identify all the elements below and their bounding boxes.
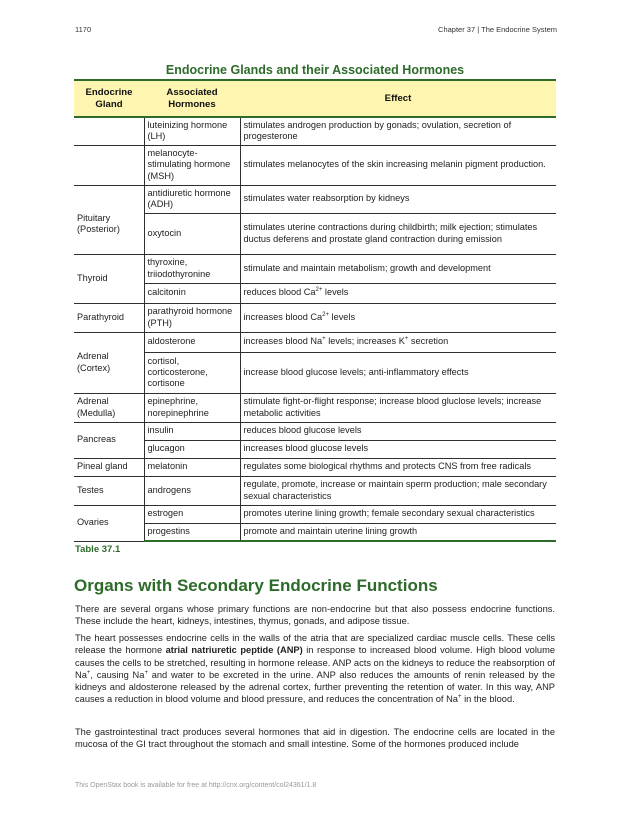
gland-cell: Ovaries — [74, 505, 144, 541]
hormone-cell: glucagon — [144, 440, 240, 458]
table-row — [74, 505, 556, 523]
table-row — [74, 254, 556, 283]
gland-cell: Parathyroid — [74, 303, 144, 332]
table-row — [74, 303, 556, 332]
bold-term: atrial natriuretic peptide (ANP) — [165, 645, 303, 656]
effect-cell: stimulates melanocytes of the skin increasing melanin pigment production. — [240, 145, 556, 185]
effect-cell: stimulates androgen production by gonads; ovulation, secretion of progesterone — [240, 117, 556, 145]
effect-cell: increases blood $Ca^{2+}$ levels — [240, 303, 556, 332]
table-caption: Table 37.1 — [75, 544, 121, 555]
table-row — [74, 422, 556, 440]
hormone-cell: estrogen — [144, 505, 240, 523]
effect-cell: regulates some biological rhythms and protects CNS from free radicals — [240, 458, 556, 476]
table-row — [74, 332, 556, 352]
effect-cell: increases blood glucose levels — [240, 440, 556, 458]
table-row — [74, 523, 556, 541]
gland-cell: Thyroid — [74, 254, 144, 303]
header-hormones: Associated Hormones — [144, 80, 240, 117]
gland-cell: Testes — [74, 476, 144, 505]
hormone-cell: antidiuretic hormone (ADH) — [144, 185, 240, 213]
table-row — [74, 458, 556, 476]
effect-cell: stimulates water reabsorption by kidneys — [240, 185, 556, 213]
hormone-cell: calcitonin — [144, 283, 240, 303]
table-row — [74, 393, 556, 422]
table-row — [74, 213, 556, 254]
gland-cell — [74, 145, 144, 185]
section-title: Organs with Secondary Endocrine Functions — [74, 576, 438, 595]
hormone-cell: oxytocin — [144, 213, 240, 254]
hormone-cell: thyroxine, triiodothyronine — [144, 254, 240, 283]
hormone-cell: aldosterone — [144, 332, 240, 352]
table-row — [74, 185, 556, 213]
paragraph: The gastrointestinal tract produces several hormones that aid in digestion. The endocrine cells are located in the mucosa of the GI tract throughout the stomach and small intestine. Some of the hormones produced include — [75, 727, 555, 750]
hormone-cell: luteinizing hormone (LH) — [144, 117, 240, 145]
paragraph: There are several organs whose primary functions are non-endocrine but that also possess endocrine functions. These include the heart, kidneys, intestines, thymus, gonads, and adipose tissue. — [75, 604, 555, 627]
hormone-cell: progestins — [144, 523, 240, 541]
header-effect: Effect — [240, 80, 556, 117]
table-row — [74, 283, 556, 303]
gland-cell: Pineal gland — [74, 458, 144, 476]
gland-cell: Pituitary (Posterior) — [74, 213, 144, 254]
hormone-cell: melatonin — [144, 458, 240, 476]
gland-cell — [74, 185, 144, 213]
effect-cell: reduces blood glucose levels — [240, 422, 556, 440]
effect-cell: increase blood glucose levels; anti-inflammatory effects — [240, 352, 556, 393]
table-row — [74, 117, 556, 145]
hormone-cell: insulin — [144, 422, 240, 440]
hormone-cell: androgens — [144, 476, 240, 505]
footer-note: This OpenStax book is available for free at http://cnx.org/content/col24361/1.8 — [75, 782, 317, 789]
gland-cell: Adrenal (Medulla) — [74, 393, 144, 422]
effect-cell: promotes uterine lining growth; female secondary sexual characteristics — [240, 505, 556, 523]
paragraph: The heart possesses endocrine cells in the walls of the atria that are specialized cardiac muscle cells. These cells release the hormone atrial natriuretic peptide (ANP) in response to increased blood volume. High blood volume causes the cells to be stretched, resulting in hormone release. ANP acts on the kidneys to reduce the reabsorption of Na+, causing Na+ and water to be excreted in the urine. ANP also reduces the amounts of renin released by the kidneys and aldosterone released by the adrenal cortex, further preventing the retention of water. In this way, ANP causes a reduction in blood volume and blood pressure, and reduces the concentration of Na+ in the blood. — [75, 633, 555, 705]
effect-cell: stimulate and maintain metabolism; growth and development — [240, 254, 556, 283]
effect-cell: reduces blood $Ca^{2+}$ levels — [240, 283, 556, 303]
page-number: 1170 — [75, 25, 92, 34]
table-row — [74, 352, 556, 393]
hormone-cell: melanocyte-stimulating hormone (MSH) — [144, 145, 240, 185]
gland-cell: Pancreas — [74, 422, 144, 458]
effect-cell: promote and maintain uterine lining growth — [240, 523, 556, 541]
header-gland: Endocrine Gland — [74, 80, 144, 117]
table-row — [74, 145, 556, 185]
table-header-row — [74, 80, 556, 117]
chapter-header: Chapter 37 | The Endocrine System — [438, 25, 557, 34]
hormone-cell: parathyroid hormone (PTH) — [144, 303, 240, 332]
gland-cell — [74, 117, 144, 145]
effect-cell: stimulate fight-or-flight response; increase blood gluclose levels; increase metabolic activities — [240, 393, 556, 422]
hormone-cell: epinephrine, norepinephrine — [144, 393, 240, 422]
table-title: Endocrine Glands and their Associated Hormones — [165, 63, 465, 77]
hormones-table — [74, 79, 556, 542]
gland-cell: Adrenal (Cortex) — [74, 332, 144, 393]
table-row — [74, 476, 556, 505]
hormone-cell: cortisol, corticosterone, cortisone — [144, 352, 240, 393]
effect-cell: increases blood Na+ levels; increases K+ secretion — [240, 332, 556, 352]
effect-cell: regulate, promote, increase or maintain sperm production; male secondary sexual characteristics — [240, 476, 556, 505]
effect-cell: stimulates uterine contractions during childbirth; milk ejection; stimulates ductus deferens and prostate gland contraction during emission — [240, 213, 556, 254]
table-row — [74, 440, 556, 458]
